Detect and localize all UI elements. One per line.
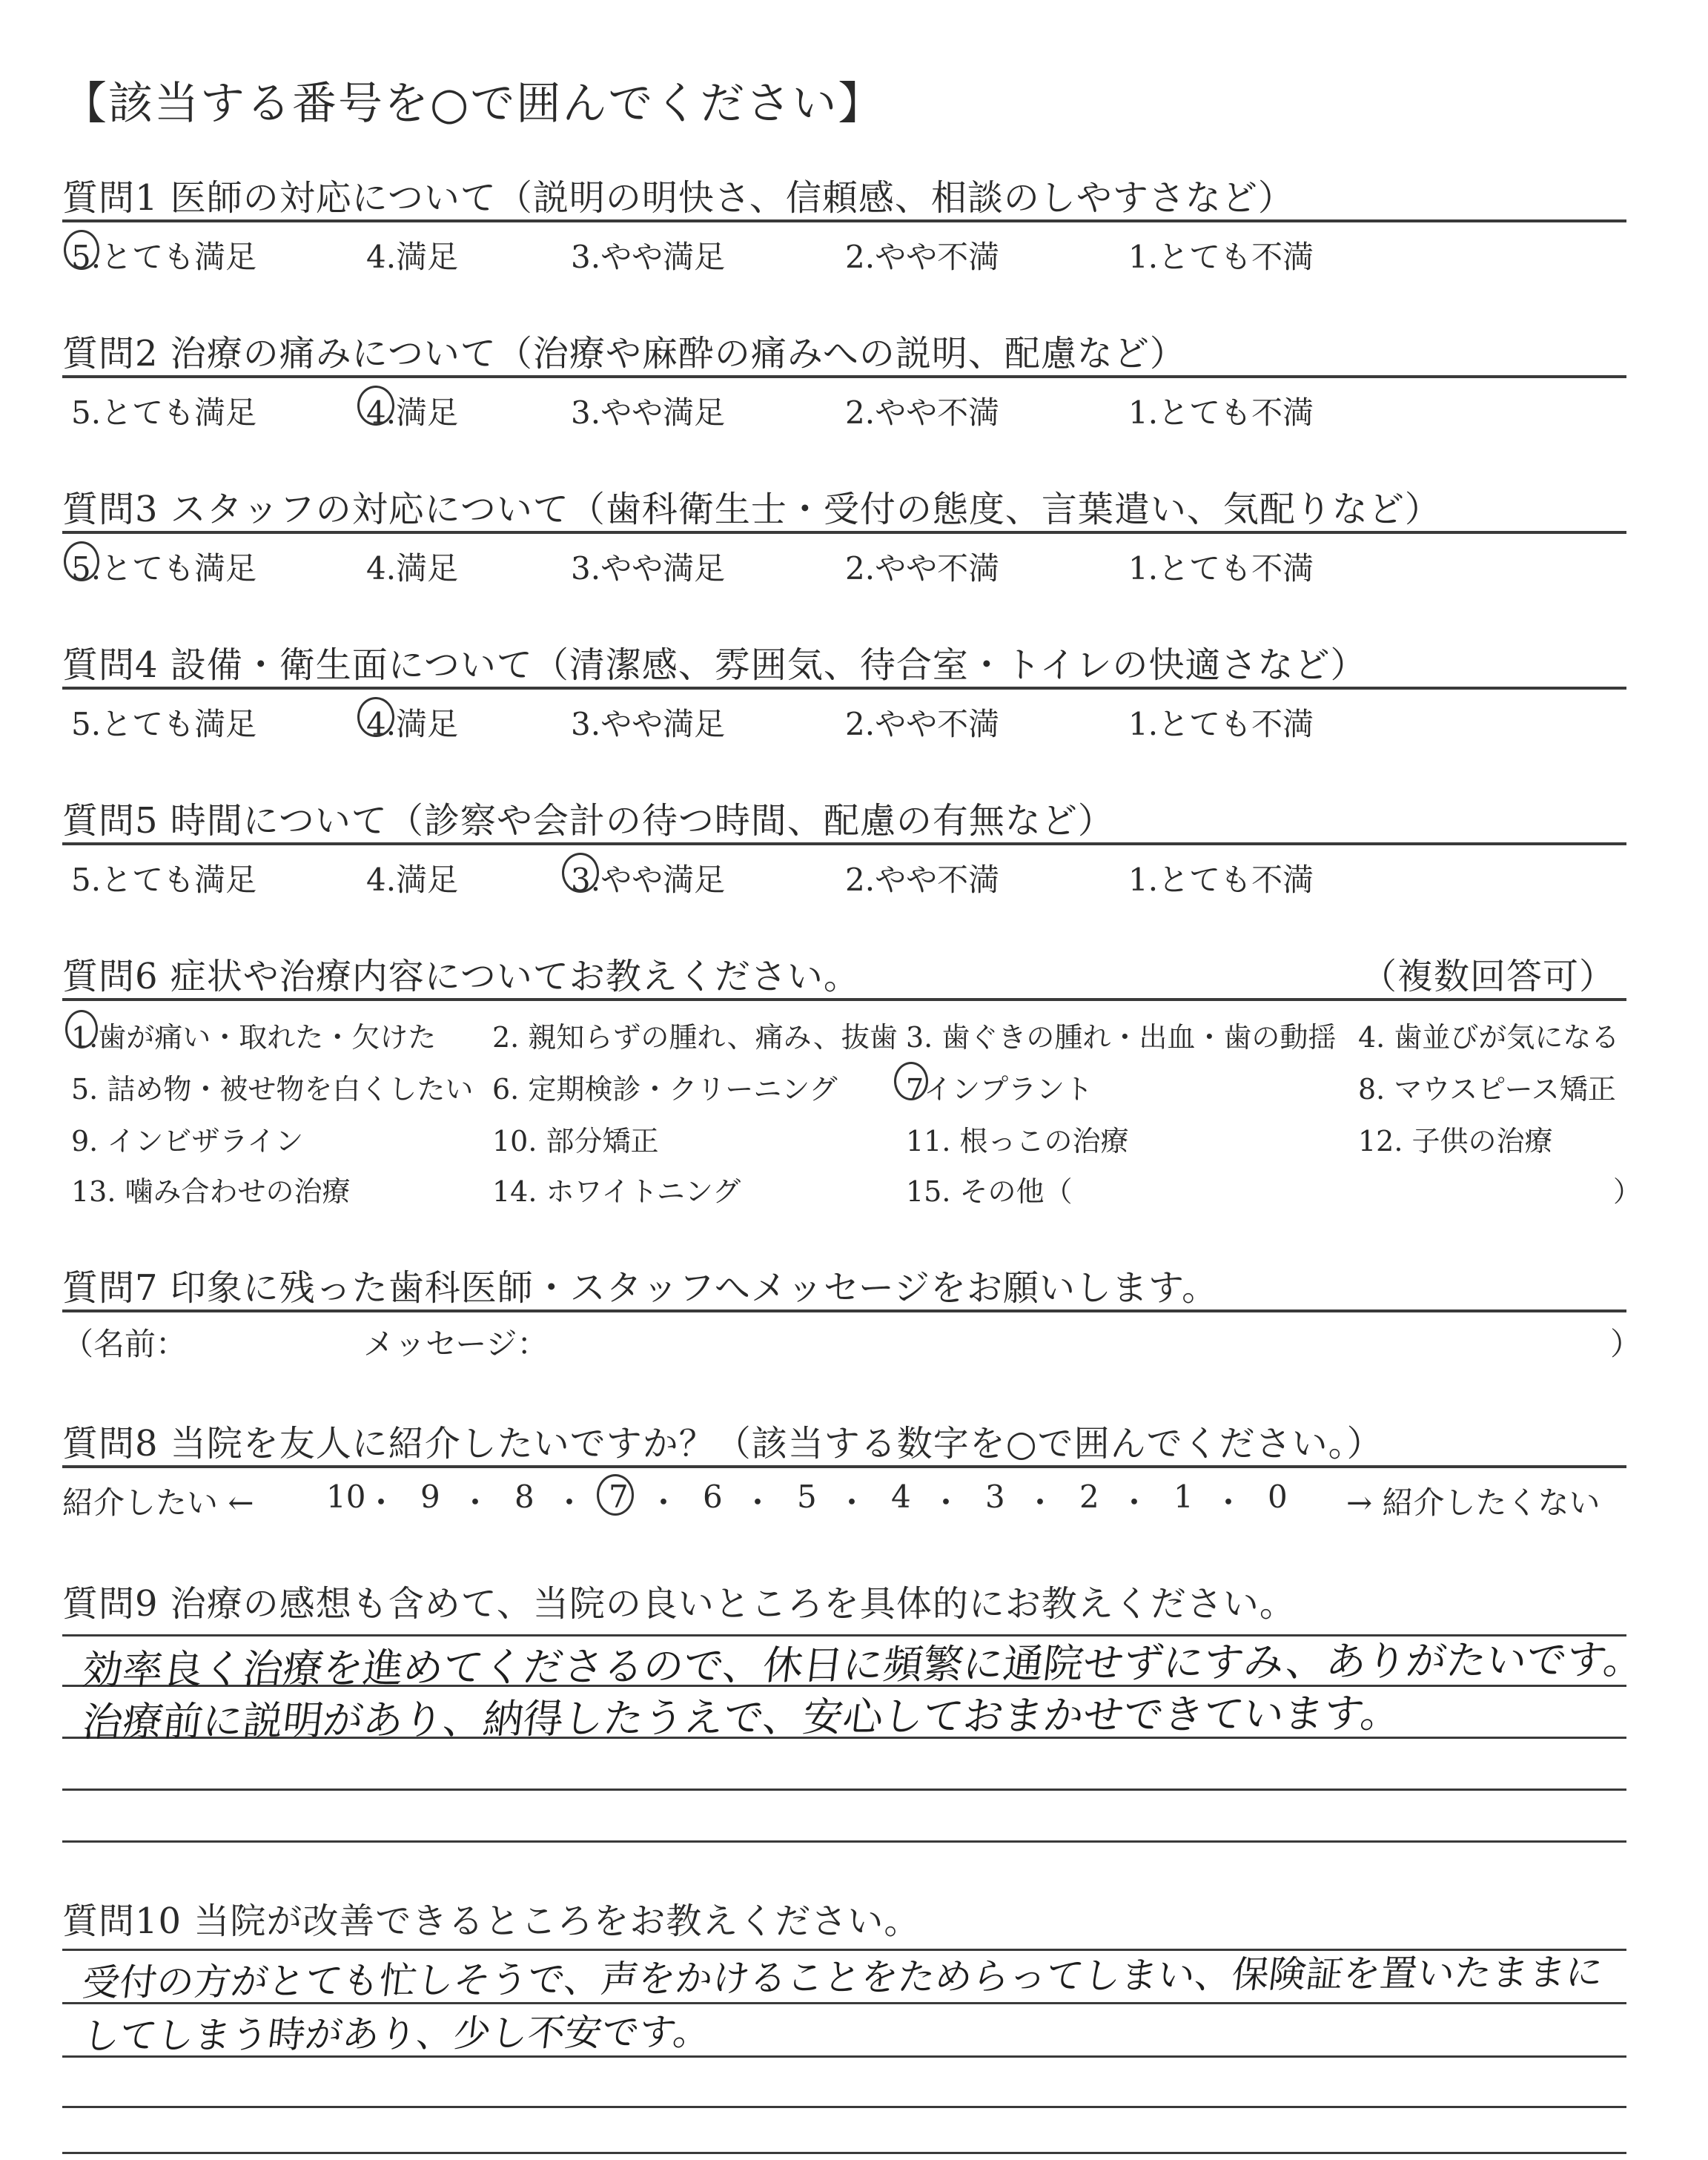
question-7-title: 質問7 印象に残った歯科医師・スタッフへメッセージをお願いします。 bbox=[62, 1267, 1219, 1309]
q6-item-12[interactable]: 12. 子供の治療 bbox=[1358, 1125, 1553, 1157]
q8-scale-5[interactable]: 5 bbox=[797, 1479, 817, 1515]
question-6-title: 質問6 症状や治療内容についてお教えください。 bbox=[62, 956, 860, 997]
q3-option-1[interactable]: 1.とても不満 bbox=[1128, 550, 1314, 587]
q8-scale-4[interactable]: 4 bbox=[891, 1479, 911, 1515]
q4-option-4[interactable]: 4.満足 bbox=[366, 706, 459, 742]
q1-option-1[interactable]: 1.とても不満 bbox=[1128, 239, 1314, 275]
q6-item-10[interactable]: 10. 部分矯正 bbox=[492, 1125, 659, 1157]
q8-scale-separator: ・ bbox=[836, 1484, 868, 1521]
q2-option-4[interactable]: 4.満足 bbox=[366, 394, 459, 431]
question-5-title: 質問5 時間について（診察や会計の待つ時間、配慮の有無など） bbox=[62, 800, 1114, 842]
q8-scale-separator: ・ bbox=[930, 1484, 962, 1521]
q8-scale-separator: ・ bbox=[648, 1484, 680, 1521]
q10-answer-line-2[interactable]: してしまう時があり、少し不安です。 bbox=[80, 2010, 713, 2058]
question-6-rule bbox=[62, 998, 1626, 1001]
q4-option-2[interactable]: 2.やや不満 bbox=[845, 706, 1000, 742]
q8-scale-6[interactable]: 6 bbox=[703, 1479, 723, 1515]
q8-right-label: → 紹介したくない bbox=[1346, 1484, 1601, 1521]
q9-rule-4 bbox=[62, 1789, 1626, 1791]
q6-item-6[interactable]: 6. 定期検診・クリーニング bbox=[492, 1073, 838, 1106]
q8-scale-separator: ・ bbox=[1119, 1484, 1151, 1521]
q2-option-5[interactable]: 5.とても満足 bbox=[71, 394, 257, 431]
q2-option-2[interactable]: 2.やや不満 bbox=[845, 394, 1000, 431]
question-2-title: 質問2 治療の痛みについて（治療や麻酔の痛みへの説明、配慮など） bbox=[62, 333, 1186, 374]
q3-option-5[interactable]: 5.とても満足 bbox=[71, 550, 257, 587]
q8-scale-separator: ・ bbox=[460, 1484, 491, 1521]
q6-item-11[interactable]: 11. 根っこの治療 bbox=[906, 1125, 1129, 1157]
q1-option-5[interactable]: 5.とても満足 bbox=[71, 239, 257, 275]
q6-item-4[interactable]: 4. 歯並びが気になる bbox=[1358, 1021, 1620, 1054]
q5-option-5[interactable]: 5.とても満足 bbox=[71, 862, 257, 898]
page-header: 【該当する番号を○で囲んでください】 bbox=[62, 78, 884, 130]
q5-option-3[interactable]: 3.やや満足 bbox=[571, 862, 726, 898]
q8-scale-separator: ・ bbox=[365, 1484, 397, 1521]
q3-selection-circle bbox=[64, 541, 99, 581]
question-9-title: 質問9 治療の感想も含めて、当院の良いところを具体的にお教えください。 bbox=[62, 1583, 1296, 1625]
q2-option-1[interactable]: 1.とても不満 bbox=[1128, 394, 1314, 431]
question-5-rule bbox=[62, 842, 1626, 845]
q8-scale-9[interactable]: 9 bbox=[420, 1479, 440, 1515]
question-10-title: 質問10 当院が改善できるところをお教えください。 bbox=[62, 1900, 921, 1942]
q8-scale-1[interactable]: 1 bbox=[1174, 1479, 1194, 1515]
q6-item-9[interactable]: 9. インビザライン bbox=[71, 1125, 304, 1157]
q4-option-5[interactable]: 5.とても満足 bbox=[71, 706, 257, 742]
question-1-rule bbox=[62, 219, 1626, 222]
q7-close-paren: ） bbox=[1610, 1326, 1642, 1362]
question-8-rule bbox=[62, 1465, 1626, 1468]
question-4-rule bbox=[62, 687, 1626, 690]
q6-item-5[interactable]: 5. 詰め物・被せ物を白くしたい bbox=[71, 1073, 474, 1106]
q9-answer-line-2[interactable]: 治療前に説明があり、納得したうえで、安心しておまかせできています。 bbox=[79, 1689, 1404, 1745]
question-1-title: 質問1 医師の対応について（説明の明快さ、信頼感、相談のしやすさなど） bbox=[62, 177, 1294, 219]
q1-selection-circle bbox=[64, 230, 99, 270]
question-6-note: （複数回答可） bbox=[1361, 956, 1616, 997]
q10-rule-4 bbox=[62, 2106, 1626, 2108]
q6-item-15-close: ） bbox=[1613, 1175, 1642, 1208]
q6-selection-circle-1 bbox=[65, 1010, 98, 1048]
q2-selection-circle bbox=[357, 386, 394, 426]
q7-message-label[interactable]: メッセージ： bbox=[363, 1326, 549, 1362]
q1-option-2[interactable]: 2.やや不満 bbox=[845, 239, 1000, 275]
question-8-title: 質問8 当院を友人に紹介したいですか？（該当する数字を○で囲んでください。） bbox=[62, 1423, 1383, 1464]
q5-option-4[interactable]: 4.満足 bbox=[366, 862, 459, 898]
q9-rule-5 bbox=[62, 1840, 1626, 1843]
q10-rule-5 bbox=[62, 2152, 1626, 2154]
q8-scale-separator: ・ bbox=[554, 1484, 586, 1521]
q6-item-8[interactable]: 8. マウスピース矯正 bbox=[1358, 1073, 1616, 1106]
question-3-title: 質問3 スタッフの対応について（歯科衛生士・受付の態度、言葉遣い、気配りなど） bbox=[62, 489, 1441, 530]
q7-name-label[interactable]: （名前： bbox=[62, 1326, 188, 1362]
q6-item-3[interactable]: 3. 歯ぐきの腫れ・出血・歯の動揺 bbox=[906, 1021, 1337, 1054]
q1-option-4[interactable]: 4.満足 bbox=[366, 239, 459, 275]
q8-scale-10[interactable]: 10 bbox=[326, 1479, 366, 1515]
q8-scale-0[interactable]: 0 bbox=[1268, 1479, 1288, 1515]
question-2-rule bbox=[62, 375, 1626, 378]
q8-scale-separator: ・ bbox=[1213, 1484, 1245, 1521]
q8-scale-separator: ・ bbox=[1025, 1484, 1056, 1521]
q8-scale-7[interactable]: 7 bbox=[609, 1479, 629, 1515]
q3-option-4[interactable]: 4.満足 bbox=[366, 550, 459, 587]
q8-scale-separator: ・ bbox=[742, 1484, 774, 1521]
q8-selection-circle bbox=[597, 1474, 634, 1516]
q6-item-2[interactable]: 2. 親知らずの腫れ、痛み、抜歯 bbox=[492, 1021, 898, 1054]
q6-item-13[interactable]: 13. 噛み合わせの治療 bbox=[71, 1175, 351, 1208]
q3-option-3[interactable]: 3.やや満足 bbox=[571, 550, 726, 587]
q8-scale-2[interactable]: 2 bbox=[1079, 1479, 1099, 1515]
q9-answer-line-1[interactable]: 効率良く治療を進めてくださるので、休日に頻繁に通院せずにすみ、ありがたいです。 bbox=[79, 1636, 1646, 1694]
q6-item-1[interactable]: 1.歯が痛い・取れた・欠けた bbox=[71, 1021, 437, 1054]
question-7-rule bbox=[62, 1309, 1626, 1312]
q6-item-15[interactable]: 15. その他（ bbox=[906, 1175, 1073, 1208]
q1-option-3[interactable]: 3.やや満足 bbox=[571, 239, 726, 275]
q8-scale-8[interactable]: 8 bbox=[514, 1479, 534, 1515]
q3-option-2[interactable]: 2.やや不満 bbox=[845, 550, 1000, 587]
q6-item-7[interactable]: 7インプラント bbox=[906, 1073, 1093, 1106]
q10-answer-line-1[interactable]: 受付の方がとても忙しそうで、声をかけることをためらってしまい、保険証を置いたままに bbox=[80, 1950, 1606, 2004]
question-4-title: 質問4 設備・衛生面について（清潔感、雰囲気、待合室・トイレの快適さなど） bbox=[62, 644, 1367, 686]
q4-option-1[interactable]: 1.とても不満 bbox=[1128, 706, 1314, 742]
q6-item-14[interactable]: 14. ホワイトニング bbox=[492, 1175, 741, 1208]
q5-option-2[interactable]: 2.やや不満 bbox=[845, 862, 1000, 898]
question-3-rule bbox=[62, 531, 1626, 534]
q4-selection-circle bbox=[357, 697, 394, 737]
q4-option-3[interactable]: 3.やや満足 bbox=[571, 706, 726, 742]
q6-selection-circle-7 bbox=[894, 1062, 928, 1100]
q8-left-label: 紹介したい ← bbox=[62, 1484, 254, 1521]
q2-option-3[interactable]: 3.やや満足 bbox=[571, 394, 726, 431]
q5-selection-circle bbox=[562, 853, 599, 893]
q8-scale-3[interactable]: 3 bbox=[985, 1479, 1005, 1515]
q5-option-1[interactable]: 1.とても不満 bbox=[1128, 862, 1314, 898]
